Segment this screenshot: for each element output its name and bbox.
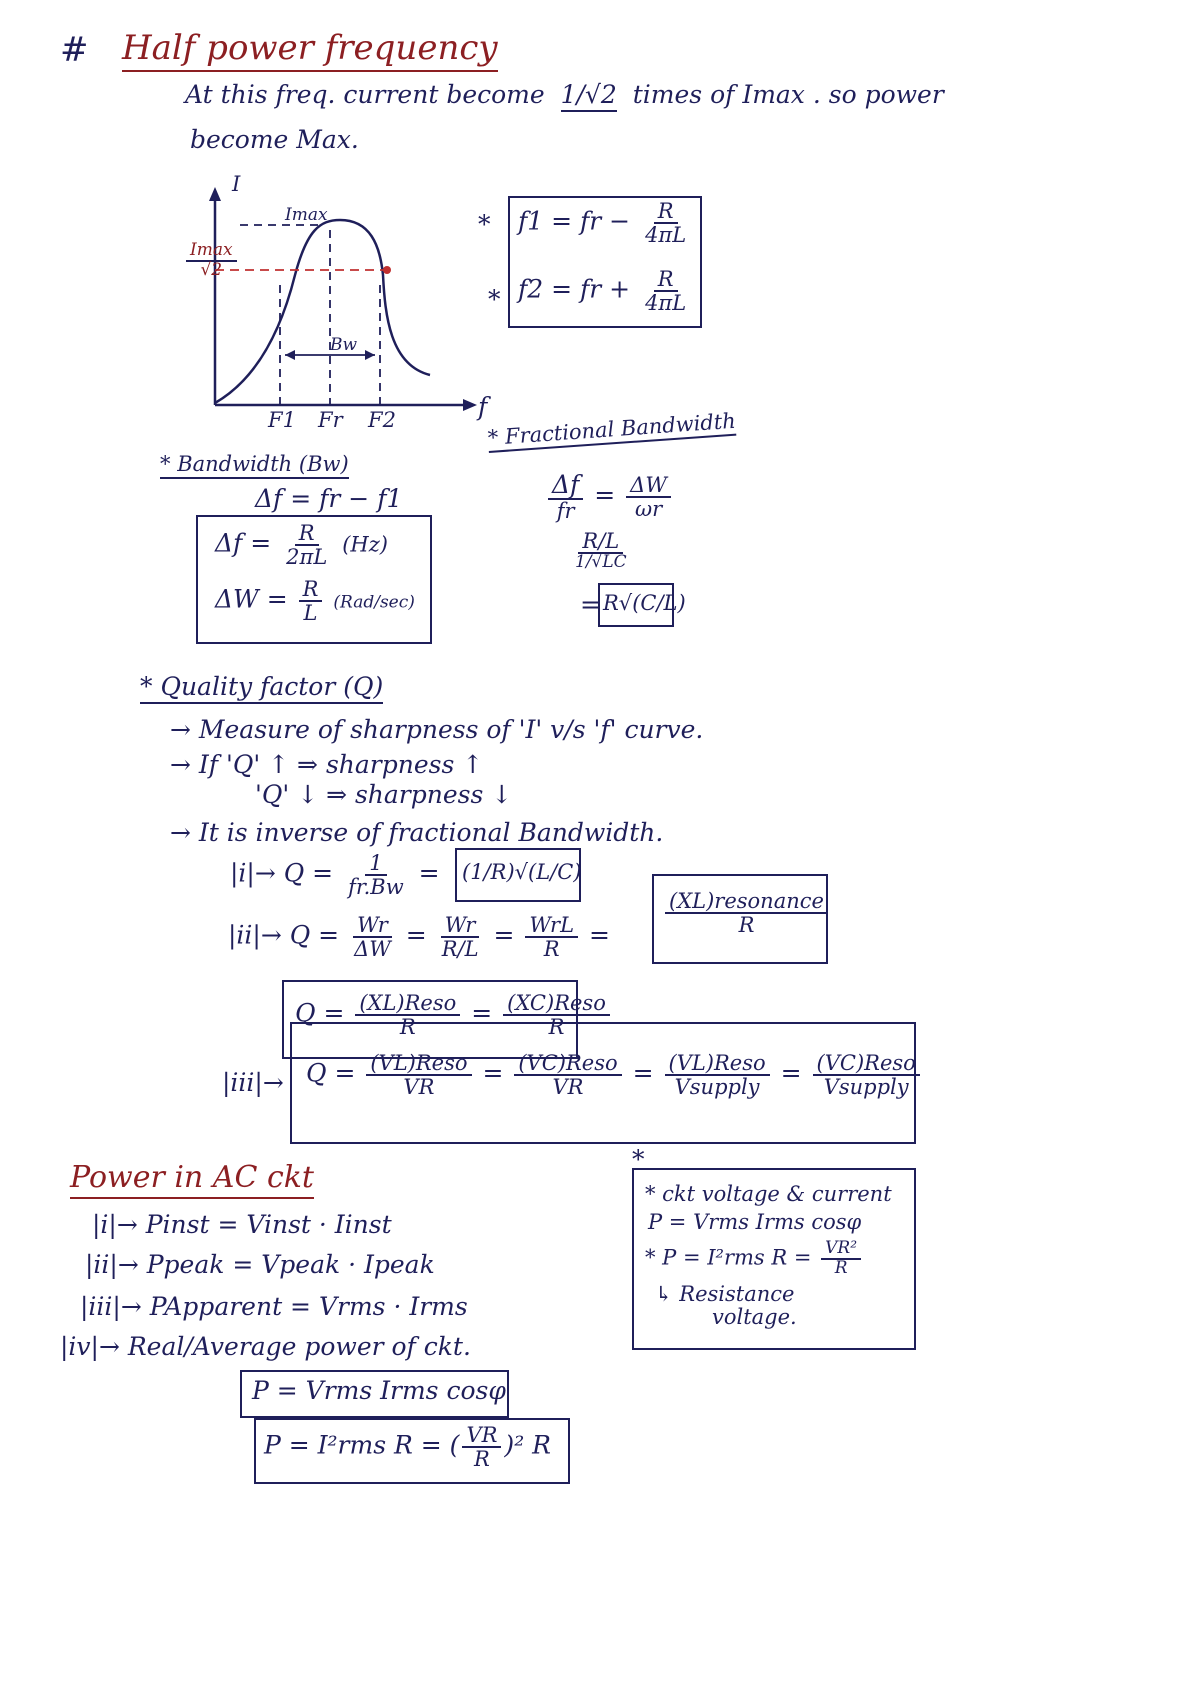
power-note-line1: * ckt voltage & current bbox=[645, 1182, 892, 1206]
fractional-line3: = bbox=[580, 590, 601, 619]
fractional-line1: $\frac{\Delta f}{fr}$ = $\frac{\Delta W}{\omega r}$ bbox=[545, 472, 674, 522]
delta-w-formula: ΔW = $\frac{R}{L}$ (Rad/sec) bbox=[215, 577, 415, 626]
star-note: * bbox=[632, 1145, 645, 1174]
q-formula-ii-result: $\frac{\text{(XL)resonance}}{R}$ bbox=[662, 890, 831, 936]
star-f1: * bbox=[478, 210, 491, 239]
fractional-title: * Fractional Bandwidth bbox=[487, 409, 737, 453]
half-power-point bbox=[383, 266, 391, 274]
power-item-ii: |ii|→ Ppeak = Vpeak · Ipeak bbox=[85, 1250, 435, 1279]
bw-arrow-left bbox=[285, 350, 295, 360]
q-formula-i-result: (1/R)√(L/C) bbox=[462, 860, 582, 884]
y-axis-arrow bbox=[209, 187, 221, 201]
power-note-line4: ↳ Resistance bbox=[655, 1282, 795, 1306]
power-box-1-text: P = Vrms Irms cosφ bbox=[252, 1376, 506, 1405]
response-curve bbox=[215, 220, 430, 403]
tick-f2: F2 bbox=[368, 408, 396, 432]
power-note-line2: P = Vrms Irms cosφ bbox=[648, 1210, 862, 1234]
x-axis-label: f bbox=[478, 392, 488, 421]
imax-label: Imax bbox=[285, 205, 328, 225]
q-formula-i: |i|→ Q = $\frac{1}{fr.Bw}$ = bbox=[230, 851, 440, 900]
fractional-result: R√(C/L) bbox=[603, 591, 686, 615]
bw-arrow-right bbox=[365, 350, 375, 360]
power-box-2-text: P = I²rms R = ( $\frac{VR}{R}$ )² R bbox=[264, 1423, 551, 1472]
quality-point2b: 'Q' ↓ ⇒ sharpness ↓ bbox=[255, 780, 513, 809]
tick-f1: F1 bbox=[268, 408, 296, 432]
hash-mark: # bbox=[60, 30, 89, 70]
quality-title: * Quality factor (Q) bbox=[140, 672, 383, 704]
fractional-line2: $\frac{R/L}{1/√LC}$ bbox=[575, 529, 627, 573]
power-note-line3: * P = I²rms R = $\frac{\text{VR²}}{R}$ bbox=[645, 1240, 864, 1278]
intro-text-b: times of Imax . so power bbox=[632, 80, 944, 109]
half-power-label: $\frac{Imax}{√2}$ bbox=[183, 242, 240, 280]
quality-point3: → It is inverse of fractional Bandwidth. bbox=[170, 818, 664, 847]
quality-point1: → Measure of sharpness of 'I' v/s 'f' curve. bbox=[170, 715, 704, 744]
intro-value: 1/√2 bbox=[561, 80, 617, 112]
q-formula-ii: |ii|→ Q = $\frac{Wr}{\Delta W}$ = $\frac{Wr}{R/L}$ = $\frac{\text{WrL}}{R}$ = bbox=[228, 913, 610, 962]
intro-line-2: become Max. bbox=[190, 125, 359, 154]
intro-line-1 bbox=[185, 80, 944, 109]
power-note-line5: voltage. bbox=[712, 1305, 797, 1329]
power-item-iii: |iii|→ PApparent = Vrms · Irms bbox=[80, 1292, 468, 1321]
q-formula-iii-label: |iii|→ bbox=[222, 1068, 284, 1097]
power-item-i: |i|→ Pinst = Vinst · Iinst bbox=[92, 1210, 392, 1239]
formula-f1: f1 = fr − $\frac{R}{4\pi L}$ bbox=[518, 199, 687, 248]
q-formula-iii: Q = $\frac{\text{(VL)Reso}}{VR}$ = $\frac{\text{(VC)Reso}}{VR}$ = $\frac{\text{(VL)Reso}}{\text{Vsupply}}$ = $\frac{\text{(VC)Reso}}{\text{Vsupply}}$ bbox=[306, 1052, 923, 1098]
delta-f-formula: Δf = $\frac{R}{2\pi L}$ (Hz) bbox=[215, 521, 388, 570]
y-axis-label: I bbox=[232, 172, 241, 196]
page-title: Half power frequency bbox=[122, 28, 498, 72]
formula-f2: f2 = fr + $\frac{R}{4\pi L}$ bbox=[518, 267, 687, 316]
q-reso-formula: Q = $\frac{\text{(XL)Reso}}{R}$ = $\frac{\text{(XC)Reso}}{R}$ bbox=[295, 992, 613, 1038]
bw-label: Bw bbox=[330, 335, 358, 355]
intro-text-a: At this freq. current become bbox=[185, 80, 545, 109]
tick-fr: Fr bbox=[318, 408, 343, 432]
bandwidth-title: * Bandwidth (Bw) bbox=[160, 452, 349, 479]
power-title: Power in AC ckt bbox=[70, 1160, 314, 1199]
x-axis-arrow bbox=[463, 399, 477, 411]
star-f2: * bbox=[488, 285, 501, 314]
power-item-iv: |iv|→ Real/Average power of ckt. bbox=[60, 1332, 471, 1361]
bandwidth-line1: Δf = fr − f1 bbox=[255, 484, 403, 513]
quality-point2: → If 'Q' ↑ ⇒ sharpness ↑ bbox=[170, 750, 484, 779]
resonance-curve-graph bbox=[185, 175, 488, 435]
